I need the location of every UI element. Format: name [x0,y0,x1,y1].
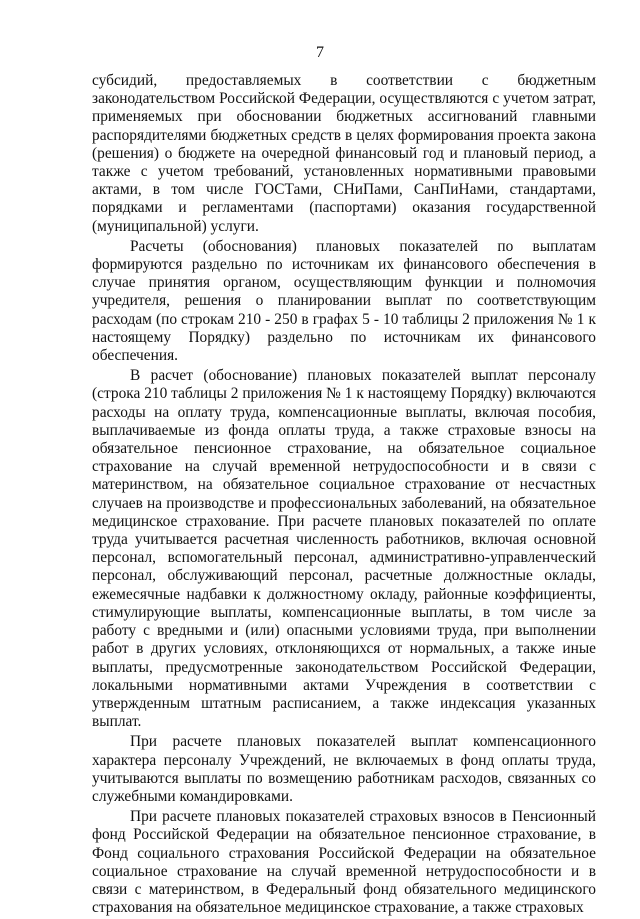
paragraph-subsidies: субсидий, предоставляемых в соответствии с бюджетным законодательством Российской Федерации, осуществляются с учетом затрат, применяемых при обосновании бюджетных ассигнований главными распорядителями бюджетных средств в целях формирования проекта закона (решения) о бюджете на очередной финансовый год и плановый период, а также с учетом требований, установленных нормативными правовыми актами, в том числе ГОСТами, СНиПами, СанПиНами, стандартами, порядками и регламентами (паспортами) оказания государственной (муниципальной) услуги. [92,72,596,235]
page-number: 7 [316,44,324,61]
document-body [92,72,596,919]
paragraph-compensation: При расчете плановых показателей выплат компенсационного характера персоналу Учреждений, не включаемых в фонд оплаты труда, учитываются выплаты по возмещению работникам расходов, связанных со служебными командировками. [92,733,596,805]
paragraph-calculations: Расчеты (обоснования) плановых показателей по выплатам формируются раздельно по источникам их финансового обеспечения в случае принятия органом, осуществляющим функции и полномочия учредителя, решения о планировании выплат по соответствующим расходам (по строкам 210 - 250 в графах 5 - 10 таблицы 2 приложения № 1 к настоящему Порядку) раздельно по источникам их финансового обеспечения. [92,237,596,365]
paragraph-personnel-payments: В расчет (обоснование) плановых показателей выплат персоналу (строка 210 таблицы 2 приложения № 1 к настоящему Порядку) включаются расходы на оплату труда, компенсационные выплаты, включая пособия, выплачиваемые из фонда оплаты труда, а также страховые взносы на обязательное пенсионное страхование, на обязательное социальное страхование на случай временной нетрудоспособности и в связи с материнством, на обязательное социальное страхование от несчастных случаев на производстве и профессиональных заболеваний, на обязательное медицинское страхование. При расчете плановых показателей по оплате труда учитывается расчетная численность работников, включая основной персонал, вспомогательный персонал, административно-управленческий персонал, обслуживающий персонал, расчетные должностные оклады, ежемесячные надбавки к должностному окладу, районные коэффициенты, стимулирующие выплаты, компенсационные выплаты, в том числе за работу с вредными и (или) опасными условиями труда, при выполнении работ в других условиях, отклоняющихся от нормальных, а также иные выплаты, предусмотренные законодательством Российской Федерации, локальными нормативными актами Учреждения в соответствии с утвержденным штатным расписанием, а также индексация указанных выплат. [92,367,596,731]
paragraph-insurance: При расчете плановых показателей страховых взносов в Пенсионный фонд Российской Федерации на обязательное пенсионное страхование, в Фонд социального страхования Российской Федерации на обязательное социальное страхование на случай временной нетрудоспособности и в связи с материнством, в Федеральный фонд обязательного медицинского страхования на обязательное медицинское страхование, а также страховых [92,808,596,917]
